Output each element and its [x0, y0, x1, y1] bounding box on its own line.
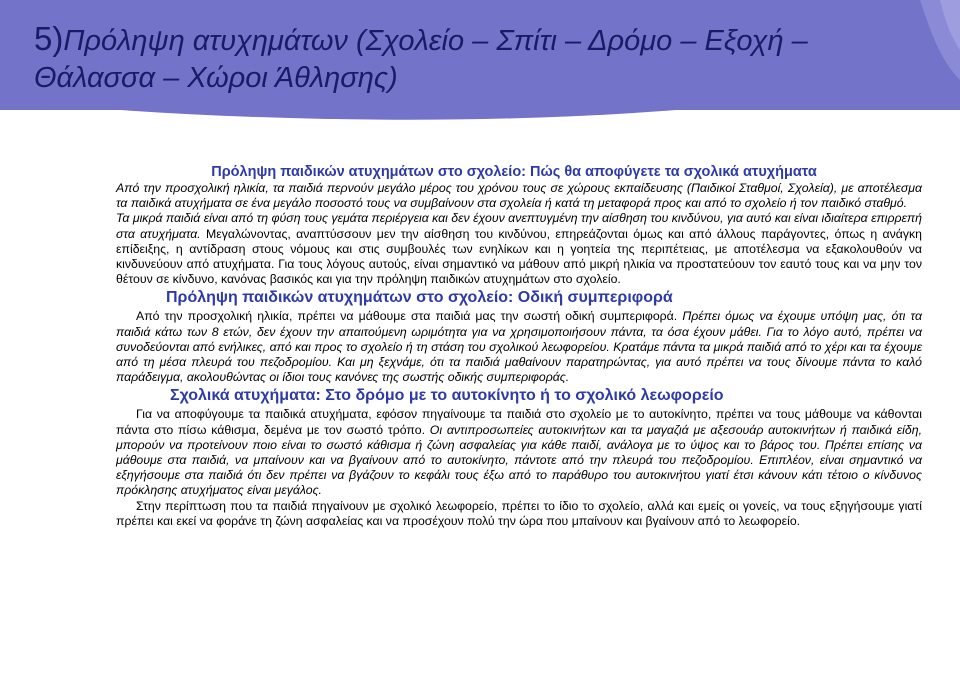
slide-title [34, 20, 934, 97]
section3-p1-normal: Για να αποφύγουμε τα παιδικά ατυχήματα, εφόσον πηγαίνουμε τα παιδιά στο σχολείο με το αυτοκίνητο, πρέπει να τους μάθουμε να κάθονται πάντα στο πίσω κάθισμα, δεμένα με τον σωστό τρόπο. [116, 407, 922, 437]
section3-p1-italic: Οι αντιπροσωπείες αυτοκινήτων και τα μαγαζιά με αξεσουάρ αυτοκινήτων ή παιδικά είδη, μπορούν να προτείνουν ποιο είναι το σωστό κάθισμα ή ζώνη ασφαλείας για κάθε παιδί, ανάλογα με το ύψος και το βάρος του. Πρέπει επίσης να μάθουμε στα παιδιά, να μπαίνουν και να βγαίνουν από το αυτοκίνητο, πάντοτε από την πλευρά του πεζοδρομίου. Επιπλέον, είναι σημαντικό να εξηγήσουμε στα παιδιά ότι δεν πρέπει να βγάζουν το κεφάλι τους έξω από το παράθυρο του αυτοκινήτου γιατί έτσι κάνουν κάτι τέτοιο ο κίνδυνος πρόκλησης ατυχήματος είναι μεγάλος. [116, 422, 922, 498]
section2-paragraph [116, 309, 922, 385]
title-number: 5) [34, 20, 64, 57]
section2-p-normal: Από την προσχολική ηλικία, πρέπει να μάθουμε στα παιδιά μας την σωστή οδική συμπεριφορά. [136, 309, 678, 324]
section2-heading: Πρόληψη παιδικών ατυχημάτων στο σχολείο: Οδική συμπεριφορά [166, 289, 673, 307]
section1-p2-italic: Τα μικρά παιδιά είναι από τη φύση τους γεμάτα περιέργεια και δεν έχουν ανεπτυγμένη την αίσθηση του κινδύνου, για αυτό και είναι ιδιαίτερα επιρρεπή στα ατυχήματα. [116, 211, 922, 241]
section3-heading: Σχολικά ατυχήματα: Στο δρόμο με το αυτοκίνητο ή το σχολικό λεωφορείο [170, 387, 724, 405]
section3-paragraph2: Στην περίπτωση που τα παιδιά πηγαίνουν με σχολικό λεωφορείο, πρέπει το ίδιο το σχολείο, αλλά και εμείς οι γονείς, να τους εξηγήσουμε γιατί πρέπει και εκεί να φοράνε τη ζώνη ασφαλείας και να προσέχουν πολύ την ώρα που μπαίνουν και βγαίνουν από το λεωφορείο. [116, 498, 922, 528]
title-text: Πρόληψη ατυχημάτων (Σχολείο – Σπίτι – Δρόμο – Εξοχή – Θάλασσα – Χώροι Άθλησης) [34, 25, 808, 94]
section1-p2-normal: Μεγαλώνοντας, αναπτύσσουν μεν την αίσθηση του κινδύνου, επηρεάζονται όμως και από άλλους παράγοντες, όπως η ανάγκη επίδειξης, η αντίδραση στους νόμους και στις συμβουλές των ενηλίκων και η γοητεία της περιπέτειας, με αποτέλεσμα να εξακολουθούν να κινδυνεύουν από ατυχήματα. Για τους λόγους αυτούς, είναι σημαντικό να μάθουν από μικρή ηλικία να προστατεύουν τον εαυτό τους και να μην τον θέτουν σε κίνδυνο, κανόνας βασικός και για την πρόληψη παιδικών ατυχημάτων στο σχολείο. [116, 226, 922, 287]
section1-paragraph2 [116, 211, 922, 287]
section3-paragraph1 [116, 407, 922, 498]
content-area [116, 163, 922, 529]
section1-heading: Πρόληψη παιδικών ατυχημάτων στο σχολείο: Πώς θα αποφύγετε τα σχολικά ατυχήματα [211, 164, 817, 180]
section1-paragraph1: Από την προσχολική ηλικία, τα παιδιά περνούν μεγάλο μέρος του χρόνου τους σε χώρους εκπαίδευσης (Παιδικοί Σταθμοί, Σχολεία), με αποτέλεσμα τα παιδικά ατυχήματα σε ένα μεγάλο ποσοστό τους να συμβαίνουν στα σχολεία ή κατά τη μεταφορά προς και από το σχολείο ή τον παιδικό σταθμό. [116, 181, 922, 211]
section2-p-italic: Πρέπει όμως να έχουμε υπόψη μας, ότι τα παιδιά κάτω των 8 ετών, δεν έχουν την απαιτούμενη ωριμότητα για να χρησιμοποιήσουν πάντα, τα όσα έχουν μάθει. Για το λόγο αυτό, πρέπει να συνοδεύονται από ενήλικες, από και προς το σχολείο ή τη στάση του σχολικού λεωφορείου. Κρατάμε πάντα τα μικρά παιδιά από το χέρι και τα έχουμε από τη μέσα πλευρά του πεζοδρομίου. Και μη ξεχνάμε, ότι τα παιδιά μαθαίνουν παρατηρώντας, για αυτό πρέπει να τους δίνουμε πάντα το καλό παράδειγμα, ακολουθώντας οι ίδιοι τους κανόνες της σωστής οδικής συμπεριφοράς. [116, 309, 922, 385]
